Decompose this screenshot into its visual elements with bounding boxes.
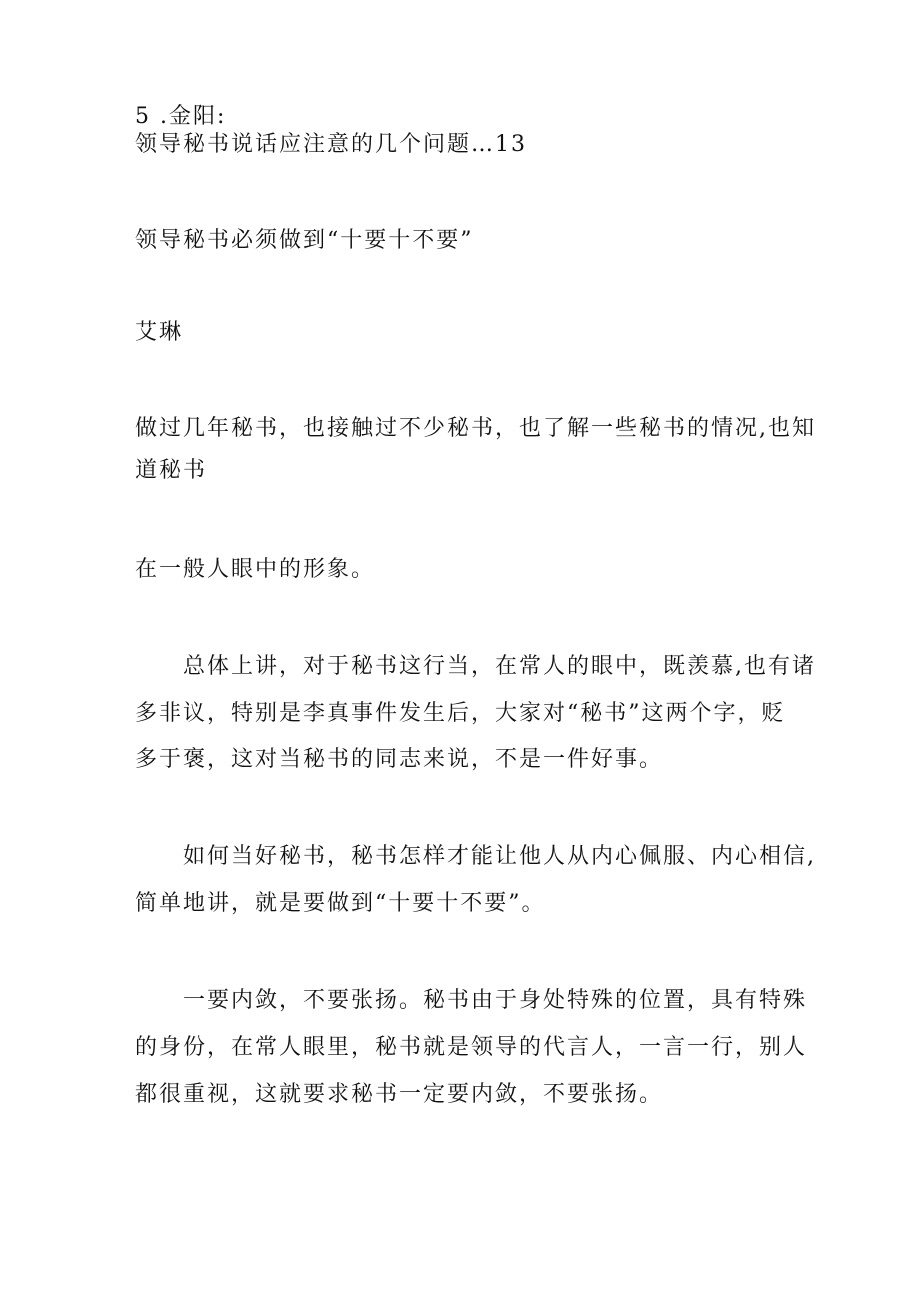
intro-line-2: 道秘书	[135, 458, 208, 483]
paragraph-1-line-3: 多于褒，这对当秘书的同志来说，不是一件好事。	[135, 747, 664, 772]
article-author: 艾琳	[135, 320, 184, 345]
paragraph-2-line-2: 简单地讲，就是要做到“十要十不要”。	[135, 891, 546, 916]
intro-line-1: 做过几年秘书，也接触过不少秘书，也了解一些秘书的情况,也知	[135, 416, 816, 441]
article-title: 领导秘书必须做到“十要十不要”	[135, 228, 474, 253]
toc-item-number: 5	[135, 104, 151, 129]
intro-line-3: 在一般人眼中的形象。	[135, 557, 376, 582]
toc-item-title: 领导秘书说话应注意的几个问题…13	[135, 132, 527, 157]
paragraph-3-line-3: 都很重视，这就要求秘书一定要内敛，不要张扬。	[135, 1082, 664, 1107]
paragraph-3-line-1: 一要内敛，不要张扬。秘书由于身处特殊的位置，具有特殊	[183, 988, 808, 1013]
paragraph-2-line-1: 如何当好秘书，秘书怎样才能让他人从内心佩服、内心相信,	[183, 844, 816, 869]
paragraph-1-line-2: 多非议，特别是李真事件发生后，大家对“秘书”这两个字，贬	[135, 701, 786, 726]
paragraph-3-line-2: 的身份，在常人眼里，秘书就是领导的代言人，一言一行，别人	[135, 1035, 808, 1060]
paragraph-1-line-1: 总体上讲，对于秘书这行当，在常人的眼中，既羡慕,也有诸	[183, 654, 816, 679]
toc-item-author: .金阳:	[160, 104, 227, 129]
